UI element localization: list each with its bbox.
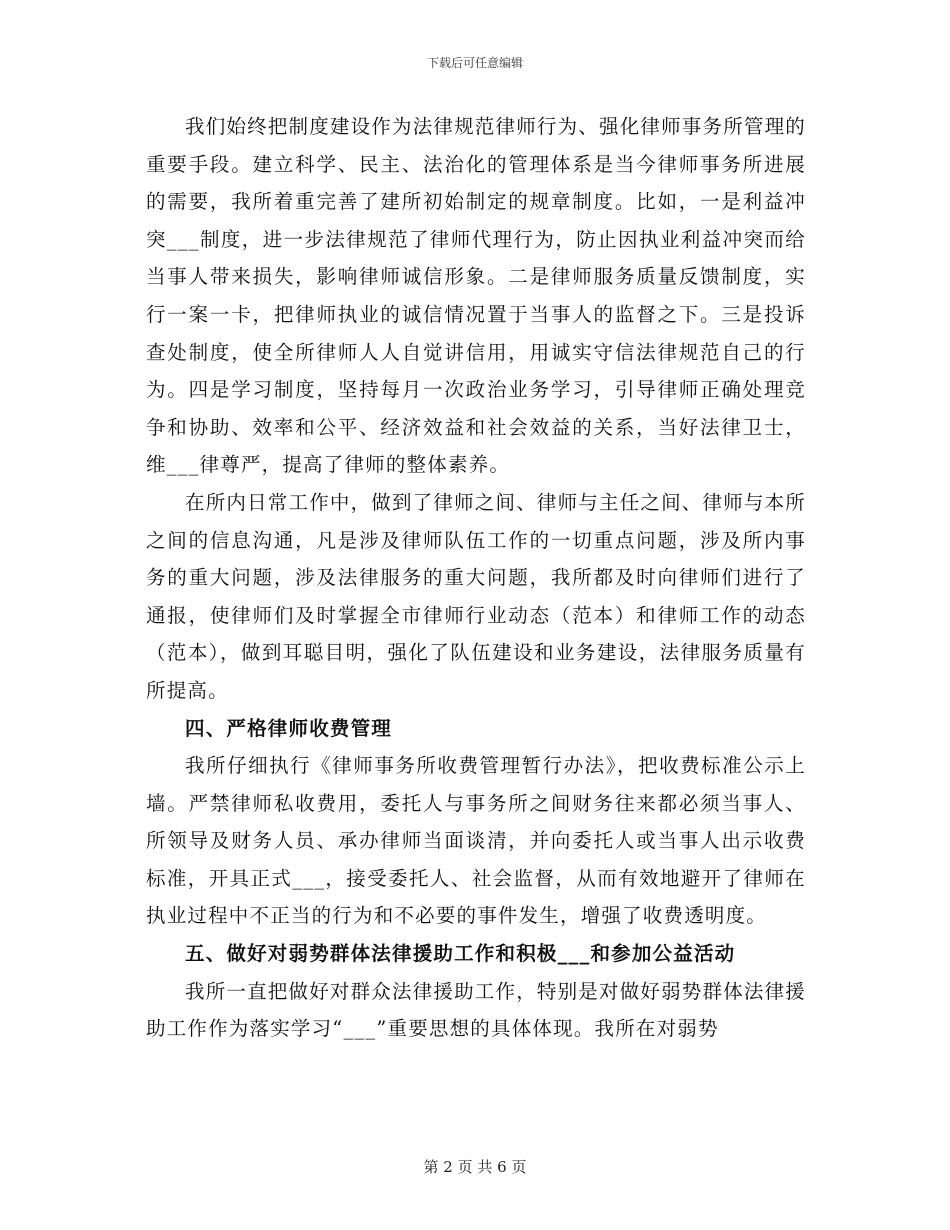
paragraph-legal-aid: 我所一直把做好对群众法律援助工作，特别是对做好弱势群体法律援助工作作为落实学习“___”重要思想的具体体现。我所在对弱势 xyxy=(146,979,807,1041)
paragraph-system-building: 我们始终把制度建设作为法律规范律师行为、强化律师事务所管理的重要手段。建立科学、民主、法治化的管理体系是当今律师事务所进展的需要，我所着重完善了建所初始制定的规章制度。比如，一是利益冲突___制度，进一步法律规范了律师代理行为，防止因执业利益冲突而给当事人带来损失，影响律师诚信形象。二是律师服务质量反馈制度，实行一案一卡，把律师执业的诚信情况置于当事人的监督之下。三是投诉查处制度，使全所律师人人自觉讲信用，用诚实守信法律规范自己的行为。四是学习制度，坚持每月一次政治业务学习，引导律师正确处理竞争和协助、效率和公平、经济效益和社会效益的关系，当好法律卫士，维___律尊严，提高了律师的整体素养。 xyxy=(146,115,807,477)
section-heading-fee-management: 四、严格律师收费管理 xyxy=(185,716,393,740)
page-header: 下载后可任意编辑 xyxy=(426,56,523,70)
page-number: 第 2 页 共 6 页 xyxy=(423,1158,527,1176)
section-heading-legal-aid: 五、做好对弱势群体法律援助工作和积极___和参加公益活动 xyxy=(185,942,736,966)
document-body xyxy=(146,108,806,1048)
paragraph-daily-work: 在所内日常工作中，做到了律师之间、律师与主任之间、律师与本所之间的信息沟通，凡是涉及律师队伍工作的一切重点问题，涉及所内事务的重大问题，涉及法律服务的重大问题，我所都及时向律师们进行了通报，使律师们及时掌握全市律师行业动态（范本）和律师工作的动态（范本），做到耳聪目明，强化了队伍建设和业务建设，法律服务质量有所提高。 xyxy=(146,490,807,702)
paragraph-fee-management: 我所仔细执行《律师事务所收费管理暂行办法》，把收费标准公示上墙。严禁律师私收费用，委托人与事务所之间财务往来都必须当事人、所领导及财务人员、承办律师当面谈清，并向委托人或当事人出示收费标准，开具正式___，接受委托人、社会监督，从而有效地避开了律师在执业过程中不正当的行为和不必要的事件发生，增强了收费透明度。 xyxy=(146,754,806,928)
